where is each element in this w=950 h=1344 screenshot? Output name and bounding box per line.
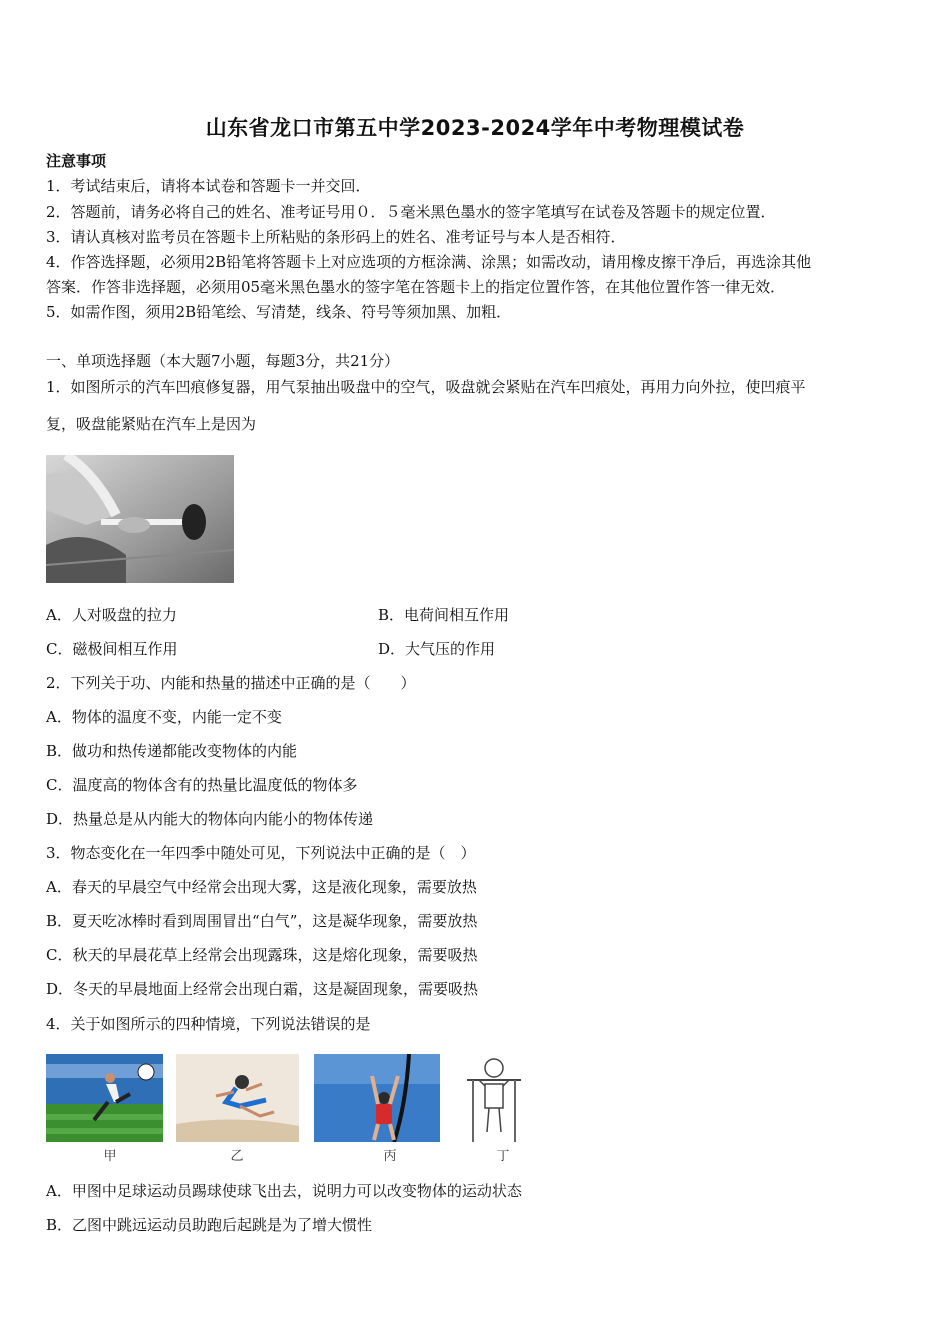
q2-option-a: A．物体的温度不变，内能一定不变 xyxy=(46,708,282,726)
dent-repair-photo xyxy=(46,455,234,583)
q4-option-b: B．乙图中跳远运动员助跑后起跳是为了增大惯性 xyxy=(46,1216,373,1234)
q3-option-a: A．春天的早晨空气中经常会出现大雾，这是液化现象，需要放热 xyxy=(46,878,477,896)
notice-item: 1．考试结束后，请将本试卷和答题卡一并交回． xyxy=(46,177,371,195)
question-1-stem: 1．如图所示的汽车凹痕修复器，用气泵抽出吸盘中的空气，吸盘就会紧贴在汽车凹痕处，再用力向外拉，使凹痕平 xyxy=(46,378,806,396)
notice-item: 3．请认真核对监考员在答题卡上所粘贴的条形码上的姓名、准考证号与本人是否相符． xyxy=(46,228,626,246)
notice-item: 5．如需作图，须用2B铅笔绘、写清楚，线条、符号等须加黑、加粗． xyxy=(46,303,512,321)
q1-option-b: B．电荷间相互作用 xyxy=(378,606,510,624)
q3-option-b: B．夏天吃冰棒时看到周围冒出“白气”，这是凝华现象，需要放热 xyxy=(46,912,478,930)
q3-option-c: C．秋天的早晨花草上经常会出现露珠，这是熔化现象，需要吸热 xyxy=(46,946,478,964)
figure-caption-ding: 丁 xyxy=(496,1149,510,1164)
q1-option-c: C．磁极间相互作用 xyxy=(46,640,178,658)
notice-item: 答案．作答非选择题，必须用05毫米黑色墨水的签字笔在答题卡上的指定位置作答，在其他位置作答一律无效． xyxy=(46,278,786,296)
figure-yi-long-jump xyxy=(176,1054,299,1142)
question-1-stem-cont: 复，吸盘能紧贴在汽车上是因为 xyxy=(46,415,257,433)
figure-ding-pull-up xyxy=(463,1054,525,1142)
figure-bing-pole-vault xyxy=(314,1054,440,1142)
q2-option-d: D．热量总是从内能大的物体向内能小的物体传递 xyxy=(46,810,374,828)
question-2-stem: 2．下列关于功、内能和热量的描述中正确的是（ ） xyxy=(46,674,416,692)
q1-option-a: A．人对吸盘的拉力 xyxy=(46,606,177,624)
figure-caption-yi: 乙 xyxy=(230,1149,244,1164)
question-3-stem: 3．物态变化在一年四季中随处可见，下列说法中正确的是（ ） xyxy=(46,844,476,862)
q2-option-b: B．做功和热传递都能改变物体的内能 xyxy=(46,742,298,760)
figure-jia-football xyxy=(46,1054,163,1142)
q4-option-a: A．甲图中足球运动员踢球使球飞出去，说明力可以改变物体的运动状态 xyxy=(46,1182,522,1200)
q1-option-d: D．大气压的作用 xyxy=(378,640,496,658)
q3-option-d: D．冬天的早晨地面上经常会出现白霜，这是凝固现象，需要吸热 xyxy=(46,980,479,998)
figure-caption-bing: 丙 xyxy=(383,1149,397,1164)
notice-item: 2．答题前，请务必将自己的姓名、准考证号用０．５毫米黑色墨水的签字笔填写在试卷及答题卡的规定位置． xyxy=(46,203,776,221)
figure-caption-jia: 甲 xyxy=(103,1149,117,1164)
question-4-stem: 4．关于如图所示的四种情境，下列说法错误的是 xyxy=(46,1015,371,1033)
notice-item: 4．作答选择题，必须用2B铅笔将答题卡上对应选项的方框涂满、涂黑；如需改动，请用橡皮擦干净后，再选涂其他 xyxy=(46,253,812,271)
notice-heading: 注意事项 xyxy=(46,152,107,170)
q2-option-c: C．温度高的物体含有的热量比温度低的物体多 xyxy=(46,776,358,794)
page-title: 山东省龙口市第五中学2023-2024学年中考物理模试卷 xyxy=(205,116,745,140)
section-heading: 一、单项选择题（本大题7小题，每题3分，共21分） xyxy=(46,352,400,370)
